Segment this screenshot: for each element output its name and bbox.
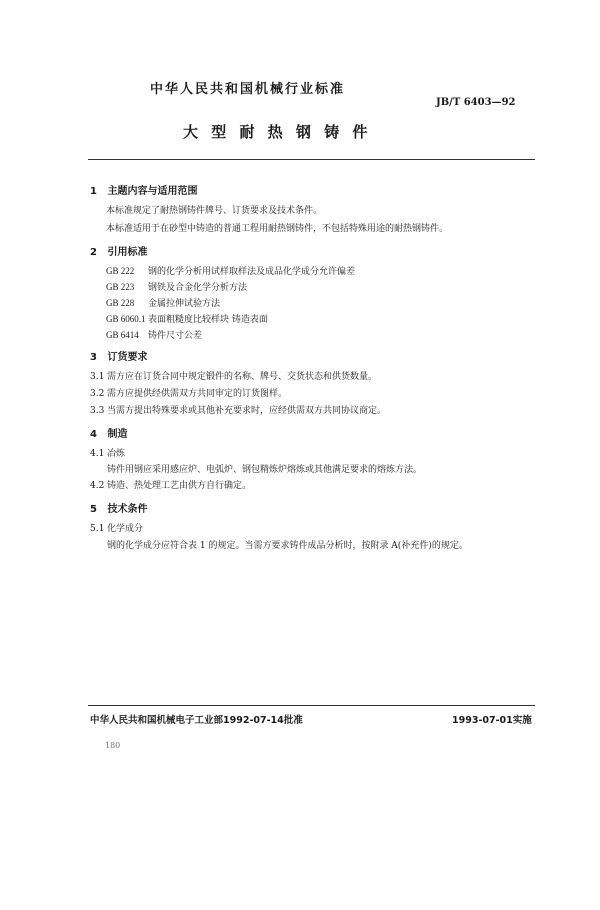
clause-number: 3.1 <box>90 372 105 382</box>
clause-item <box>90 521 143 534</box>
reference-desc: 钢铁及合金化学分析方法 <box>148 283 248 293</box>
section-1-heading <box>90 182 197 197</box>
reference-code: GB 223 <box>106 282 135 292</box>
section-3-number: 3 <box>90 352 97 363</box>
section-4-number: 4 <box>90 429 97 440</box>
clause-text: 当需方提出特殊要求或其他补充要求时，应经供需双方共同协议商定。 <box>107 406 387 416</box>
clause-text: 化学成分 <box>107 524 144 534</box>
page-number: 180 <box>105 741 121 750</box>
clause-item <box>90 446 125 459</box>
standard-number: JB/T 6403—92 <box>436 97 516 108</box>
clause-number: 5.1 <box>90 524 105 534</box>
section-2-number: 2 <box>90 247 97 258</box>
clause-text: 铸造、热处理工艺由供方自行确定。 <box>107 481 252 491</box>
clause-number: 4.2 <box>90 481 105 491</box>
section-1-number: 1 <box>90 186 97 197</box>
reference-item <box>106 264 355 277</box>
clause-text: 需方应在订货合同中规定锻件的名称、牌号、交货状态和供货数量。 <box>107 372 378 382</box>
section-3-title: 订货要求 <box>107 352 148 363</box>
reference-code: GB 6414 <box>106 330 139 340</box>
reference-item <box>106 296 220 309</box>
header-divider <box>88 159 535 160</box>
reference-item <box>106 280 247 293</box>
clause-number: 3.3 <box>90 406 105 416</box>
reference-item <box>106 312 268 325</box>
reference-code: GB 228 <box>106 298 135 308</box>
reference-desc: 铸件尺寸公差 <box>148 331 203 341</box>
document-title: 大 型 耐 热 钢 铸 件 <box>183 123 372 141</box>
reference-desc: 表面粗糙度比较样块 铸造表面 <box>148 315 268 325</box>
effective-date: 1993-07-01实施 <box>452 715 532 726</box>
section-4-heading <box>90 425 127 440</box>
section-2-title: 引用标准 <box>107 247 148 258</box>
section-1-paragraph: 本标准适用于在砂型中铸造的普通工程用耐热钢铸件，不包括特殊用途的耐热钢铸件。 <box>106 224 449 234</box>
clause-number: 3.2 <box>90 389 105 399</box>
section-2-heading <box>90 243 147 258</box>
approval-line: 中华人民共和国机械电子工业部1992-07-14批准 <box>90 715 303 726</box>
section-1-paragraph: 本标准规定了耐热钢铸件牌号、订货要求及技术条件。 <box>106 206 323 216</box>
clause-item <box>90 478 251 491</box>
clause-paragraph: 钢的化学成分应符合表 1 的规定。当需方要求铸件成品分析时，按附录 A(补充件)的规定。 <box>107 541 468 551</box>
section-5-title: 技术条件 <box>107 504 148 515</box>
reference-item <box>106 328 202 341</box>
section-3-heading <box>90 348 147 363</box>
clause-text: 需方应提供经供需双方共同审定的订货图样。 <box>107 389 288 399</box>
reference-desc: 金属拉伸试验方法 <box>148 299 221 309</box>
clause-item <box>90 403 386 416</box>
section-1-title: 主题内容与适用范围 <box>107 186 198 197</box>
clause-item <box>90 369 377 382</box>
clause-number: 4.1 <box>90 449 105 459</box>
reference-desc: 钢的化学分析用试样取样法及成品化学成分允许偏差 <box>148 267 356 277</box>
section-5-number: 5 <box>90 504 97 515</box>
standard-type-header: 中华人民共和国机械行业标准 <box>150 82 346 97</box>
section-4-title: 制造 <box>107 429 128 440</box>
clause-paragraph: 铸件用钢应采用感应炉、电弧炉、钢包精炼炉熔炼或其他满足要求的熔炼方法。 <box>107 465 423 475</box>
clause-item <box>90 386 287 399</box>
footer-divider <box>88 705 535 706</box>
reference-code: GB 6060.1 <box>106 314 146 324</box>
reference-code: GB 222 <box>106 266 135 276</box>
section-5-heading <box>90 500 147 515</box>
clause-text: 冶炼 <box>107 449 126 459</box>
